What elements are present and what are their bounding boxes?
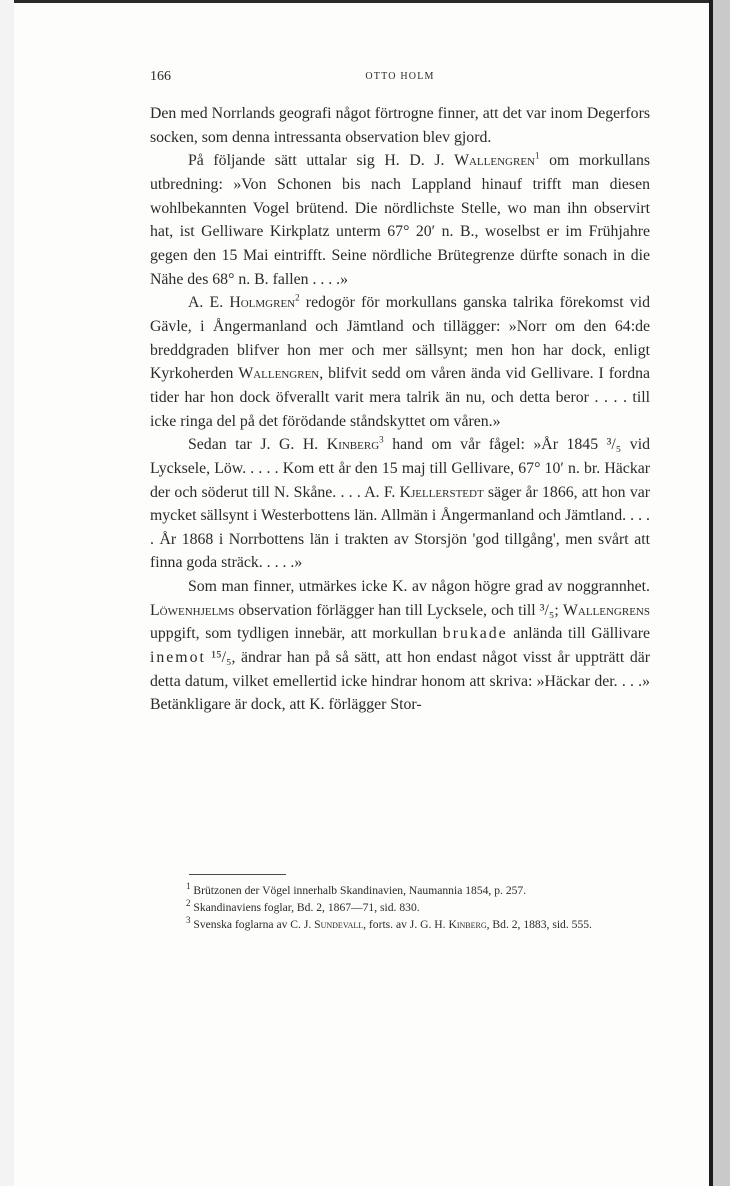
author-name: Wallengren bbox=[238, 365, 320, 383]
text-span: säger år 1866, att hon var mycket sällsynt i Westerbottens län. Allmän i Ångermanland och Jämtland. . . . . År 1868 i Norrbottens län i trakten av Storsjön 'god tillgång', men svårt att finna goda sträck. . . . .» bbox=[150, 483, 650, 572]
text-span: Som man finner, utmärkes icke K. av någon högre grad av noggrannhet. bbox=[188, 578, 650, 596]
text-span: ¹⁵/₅, ändrar han på så sätt, att hon endast något visst år uppträtt där detta datum, vilket emellertid icke hindrar honom att skriva: »Häckar der. . . .» Betänkligare är dock, att K. förlägger Stor- bbox=[150, 649, 650, 714]
page-header bbox=[150, 69, 650, 89]
author-name: Kjellerstedt bbox=[399, 483, 484, 501]
text-span: hand om vår fågel: »År 1845 ³/₅ vid Lycksele, Löw. . . . . Kom ett år den 15 maj till Gellivare, 67° 10′ n. br. Häckar der och söderut till N. Skåne. . . . A. F. bbox=[150, 436, 650, 501]
text-span: På följande sätt uttalar sig H. D. J. bbox=[188, 152, 455, 170]
footnote-text: Skandinaviens foglar, Bd. 2, 1867—71, sid. 830. bbox=[190, 901, 420, 915]
footnote-marker: 3 bbox=[186, 915, 191, 926]
text-span: A. E. bbox=[188, 294, 230, 312]
author-name: Kinberg bbox=[448, 918, 487, 932]
scan-edge-right bbox=[709, 0, 713, 1186]
footnote-ref: 1 bbox=[534, 151, 540, 162]
footnote-divider bbox=[189, 874, 286, 875]
text-span: redogör för morkullans ganska talrika förekomst vid Gävle, i Ångermanland och Jämtland och tillägger: »Norr om den 64:de breddgraden blifver hon mer och mer sällsynt; men hon har dock, enligt Kyrkoherden bbox=[150, 294, 650, 383]
footnote-text: , Bd. 2, 1883, sid. 555. bbox=[486, 918, 592, 932]
paragraph-5 bbox=[150, 575, 650, 717]
paragraph-1-text: Den med Norrlands geografi något förtrogne finner, att det var inom Degerfors socken, som denna intressanta observation blev gjord. bbox=[150, 105, 650, 146]
author-name: Wallengren bbox=[454, 152, 535, 170]
author-name: Sundevall bbox=[314, 918, 364, 932]
scan-margin-right bbox=[713, 0, 730, 1186]
scan-margin-left bbox=[0, 0, 14, 1186]
author-name: Holmgren bbox=[229, 294, 296, 312]
text-span: uppgift, som tydligen innebär, att morkullan bbox=[150, 625, 443, 643]
running-head: OTTO HOLM bbox=[365, 71, 435, 82]
spaced-emphasis: inemot bbox=[150, 649, 206, 667]
footnote-ref: 3 bbox=[379, 434, 384, 445]
footnote-text: Svenska foglarna av C. J. bbox=[190, 918, 315, 932]
text-span: Sedan tar J. G. H. bbox=[188, 436, 327, 454]
paragraph-4 bbox=[150, 433, 650, 575]
footnote-2 bbox=[150, 899, 650, 916]
author-name: Wallengrens bbox=[562, 601, 650, 619]
page-number: 166 bbox=[150, 69, 171, 84]
footnote-3 bbox=[150, 916, 650, 933]
text-span: anlända till Gällivare bbox=[507, 625, 650, 643]
footnote-text: Brützonen der Vögel innerhalb Skandinavien, Naumannia 1854, p. 257. bbox=[190, 884, 527, 897]
book-page bbox=[14, 3, 709, 1186]
author-name: Löwenhjelms bbox=[150, 601, 235, 619]
text-span: , blifvit sedd om våren ända vid Gellivare. I fordna tider har hon dock öfverallt varit mera talrik än nu, och detta beror . . . . till icke ringa del på det förödande ståndskyttet om våren.» bbox=[150, 365, 650, 430]
footnote-1 bbox=[150, 882, 650, 899]
spaced-emphasis: brukade bbox=[442, 625, 508, 643]
author-name: Kinberg bbox=[326, 436, 380, 454]
text-span: observation förlägger han till Lycksele, och till ³/₅; bbox=[234, 601, 563, 619]
footnote-text: , forts. av J. G. H. bbox=[363, 918, 449, 932]
footnote-ref: 2 bbox=[295, 292, 300, 303]
footnotes bbox=[150, 882, 650, 934]
paragraph-2 bbox=[150, 149, 650, 291]
text-span: om morkullans utbredning: »Von Schonen bis nach Lappland hinauf trifft man diesen wohlbekannten Vogel brütend. Die nördlichste Stelle, wo man ihn observirt hat, ist Gelliware Kirkplatz unterm 67° 20′ n. B., woselbst er im Frühjahre gegen den 15 Mai eintrifft. Seine nördliche Brütegrenze dürfte sonach in die Nähe des 68° n. B. fallen . . . .» bbox=[150, 152, 650, 288]
body-text bbox=[150, 102, 650, 717]
footnote-marker: 2 bbox=[186, 898, 191, 909]
paragraph-3 bbox=[150, 291, 650, 433]
footnote-marker: 1 bbox=[186, 881, 191, 892]
paragraph-1 bbox=[150, 102, 650, 149]
